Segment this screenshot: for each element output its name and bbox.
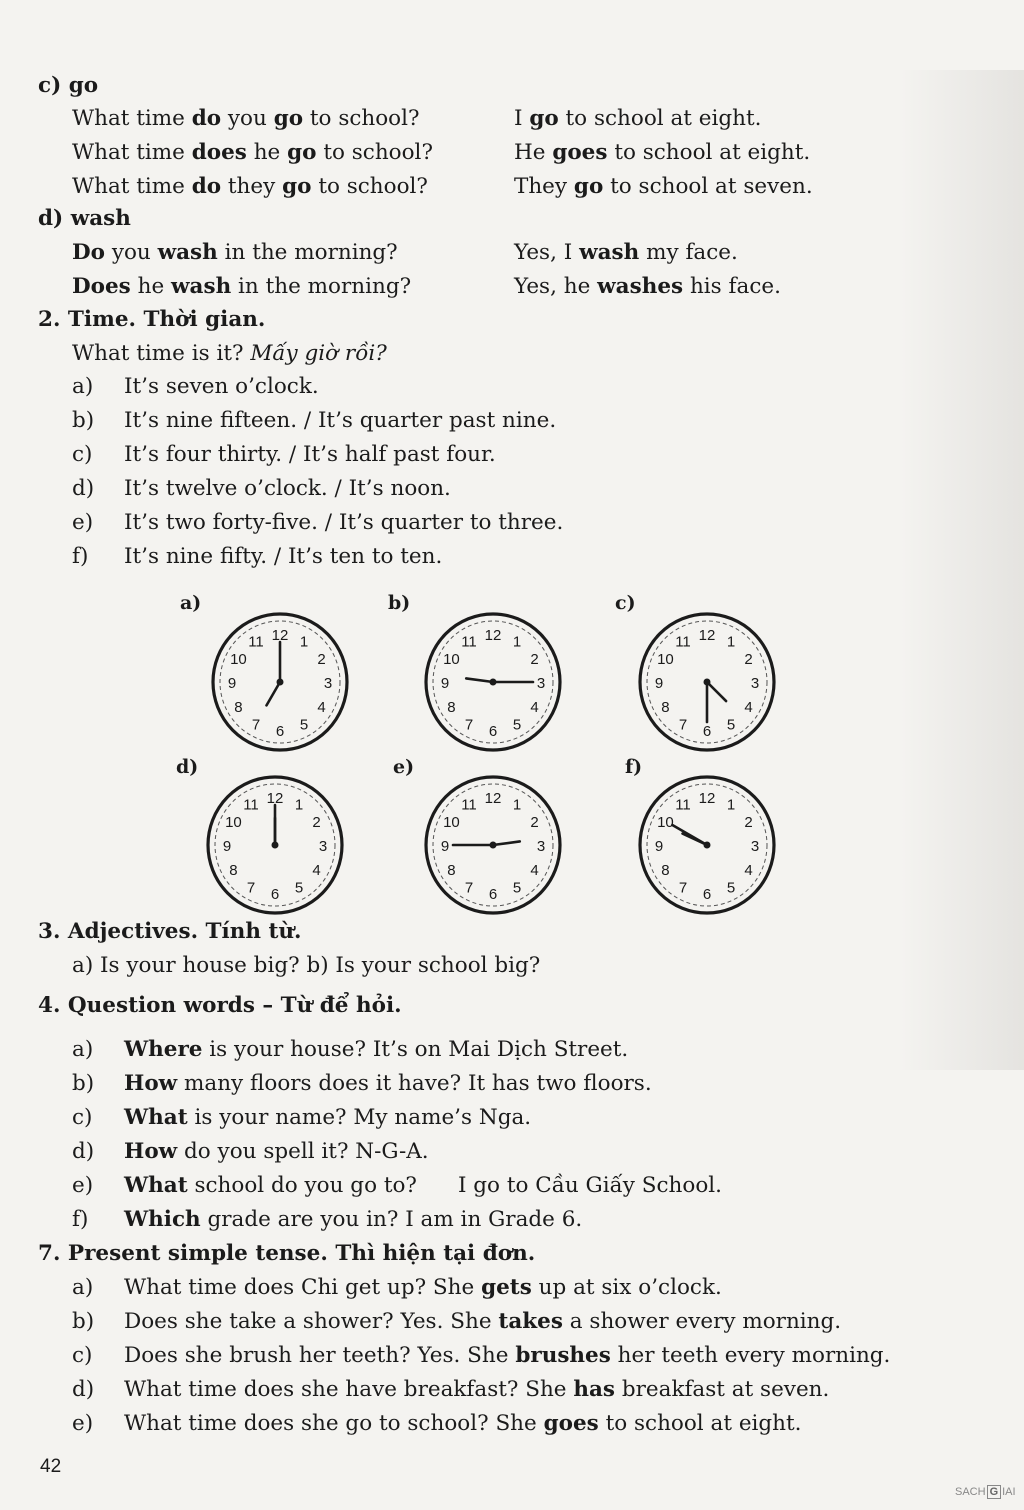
section-2-heading: 2. Time. Thời gian. <box>38 307 266 332</box>
question-rest: grade are you in? I am in Grade 6. <box>200 1207 583 1232</box>
clock-numeral: 8 <box>661 699 670 716</box>
time-question <box>72 340 387 368</box>
text-segment: He <box>514 140 553 165</box>
clock-numeral: 5 <box>512 716 522 734</box>
clock-center <box>490 679 497 686</box>
text-segment: to school at eight. <box>558 106 762 131</box>
text-segment: What time <box>72 106 192 131</box>
clock-numeral: 1 <box>512 796 522 814</box>
question-rest: school do you go to? I go to Cầu Giấy School. <box>187 1173 722 1198</box>
clock-numeral: 6 <box>270 886 280 903</box>
text-segment: he <box>130 274 172 299</box>
clock-numeral: 1 <box>726 633 736 651</box>
clock-numeral: 3 <box>536 675 546 692</box>
text-segment: go <box>282 174 312 199</box>
clock-numeral: 1 <box>512 633 522 651</box>
clock-numeral: 2 <box>530 814 539 831</box>
question-rest: do you spell it? N-G-A. <box>177 1139 429 1164</box>
go-answer <box>514 139 810 167</box>
clock-numeral: 11 <box>675 633 691 651</box>
clock-numeral: 5 <box>512 879 522 897</box>
text-segment: you <box>221 106 274 131</box>
hour-hand <box>707 682 726 701</box>
text-segment: go <box>273 106 304 131</box>
section-3-heading: 3. Adjectives. Tính từ. <box>38 919 302 944</box>
clock-numeral: 8 <box>447 862 456 879</box>
text-segment: Do <box>72 240 105 265</box>
text-segment: does <box>191 140 247 165</box>
clock-label: c) <box>615 592 636 614</box>
clock-numeral: 9 <box>654 675 664 692</box>
clock-numeral: 6 <box>488 723 498 740</box>
clock-numeral: 7 <box>678 879 688 897</box>
clock-numeral: 9 <box>227 675 237 692</box>
clock-label: d) <box>176 756 199 778</box>
clock-center <box>272 842 279 849</box>
question-word: Where <box>124 1037 203 1062</box>
time-answer-label: f) <box>72 544 89 569</box>
clock-numeral: 7 <box>678 716 688 734</box>
wash-question <box>72 239 398 267</box>
clock-numeral: 10 <box>443 814 460 831</box>
text-segment: has <box>573 1377 616 1402</box>
clock-numeral: 11 <box>675 796 691 814</box>
clock-center <box>277 679 284 686</box>
clock-numeral: 2 <box>744 814 753 831</box>
bleed-through-shadow <box>900 70 1024 1070</box>
text-segment: What time does she go to school? She <box>124 1411 544 1436</box>
text-segment: What time does she have breakfast? She <box>124 1377 574 1402</box>
hour-hand <box>267 682 281 705</box>
text-segment: They <box>514 174 574 199</box>
text-segment: I <box>514 106 530 131</box>
clock-numeral: 6 <box>488 886 498 903</box>
text-segment: washes <box>597 274 684 299</box>
clock-numeral: 12 <box>698 627 716 644</box>
clock-label: a) <box>180 592 202 614</box>
tense-text <box>124 1342 890 1370</box>
time-answer-text: It’s two forty-five. / It’s quarter to three. <box>124 510 564 535</box>
clock-numeral: 5 <box>726 879 736 897</box>
wash-answer <box>514 239 738 267</box>
text-segment: What time does Chi get up? She <box>124 1275 482 1300</box>
clock-numeral: 8 <box>661 862 670 879</box>
text-segment: go <box>573 174 604 199</box>
text-segment: to school at eight. <box>598 1411 802 1436</box>
clock-numeral: 12 <box>698 790 716 807</box>
clock-numeral: 3 <box>750 838 760 855</box>
clock-numeral: 12 <box>484 790 502 807</box>
analog-clock <box>418 768 568 918</box>
text-segment: What time <box>72 174 192 199</box>
text-segment: wash <box>171 274 232 299</box>
text-segment: What time <box>72 140 192 165</box>
text-segment: do <box>191 106 222 131</box>
text-segment: in the morning? <box>231 274 412 299</box>
clock-numeral: 5 <box>726 716 736 734</box>
question-word: How <box>124 1071 178 1096</box>
text-segment: Does she brush her teeth? Yes. She <box>124 1343 516 1368</box>
text-segment: wash <box>157 240 218 265</box>
clock-numeral: 2 <box>317 651 326 668</box>
text-segment: goes <box>543 1411 599 1436</box>
question-label: f) <box>72 1207 89 1232</box>
question-rest: is your name? My name’s Nga. <box>187 1105 532 1130</box>
clock-numeral: 4 <box>744 699 753 716</box>
clock-center <box>490 842 497 849</box>
clock-label: b) <box>388 592 411 614</box>
clock-numeral: 8 <box>447 699 456 716</box>
question-label: c) <box>72 1105 93 1130</box>
page-number: 42 <box>40 1456 62 1477</box>
analog-clock <box>632 768 782 918</box>
question-word: How <box>124 1139 178 1164</box>
clock-numeral: 9 <box>654 838 664 855</box>
tense-label: d) <box>72 1377 95 1402</box>
tense-text <box>124 1410 802 1438</box>
time-answer-label: c) <box>72 442 93 467</box>
go-answer <box>514 105 761 133</box>
clock-numeral: 1 <box>299 633 309 651</box>
clock-numeral: 12 <box>271 627 289 644</box>
section-c-heading: c) go <box>38 73 99 98</box>
go-question <box>72 173 428 201</box>
clock-numeral: 7 <box>464 716 474 734</box>
clock-numeral: 4 <box>530 699 539 716</box>
clock-numeral: 4 <box>317 699 326 716</box>
clock-center <box>704 842 711 849</box>
text-segment: takes <box>498 1309 563 1334</box>
tense-label: c) <box>72 1343 93 1368</box>
question-label: b) <box>72 1071 95 1096</box>
clock-numeral: 6 <box>702 723 712 740</box>
section-d-heading: d) wash <box>38 206 131 231</box>
tense-text <box>124 1376 829 1404</box>
text-segment: they <box>221 174 283 199</box>
clock-label: f) <box>625 756 643 778</box>
analog-clock <box>418 605 568 755</box>
clock-numeral: 9 <box>440 675 450 692</box>
text-segment: wash <box>579 240 640 265</box>
go-answer <box>514 173 813 201</box>
text-segment: go <box>287 140 317 165</box>
clock-label: e) <box>393 756 415 778</box>
text-segment: Yes, he <box>514 274 598 299</box>
clock-numeral: 6 <box>702 886 712 903</box>
question-label: a) <box>72 1037 94 1062</box>
analog-clock <box>200 768 350 918</box>
analog-clock <box>632 605 782 755</box>
clock-numeral: 3 <box>318 838 328 855</box>
text-segment: brushes <box>515 1343 611 1368</box>
question-word: What <box>124 1105 188 1130</box>
clock-numeral: 2 <box>530 651 539 668</box>
clock-numeral: 1 <box>726 796 736 814</box>
clock-numeral: 7 <box>464 879 474 897</box>
text-segment: gets <box>481 1275 532 1300</box>
clock-numeral: 4 <box>312 862 321 879</box>
text-segment: to school at seven. <box>603 174 813 199</box>
time-answer-text: It’s nine fifty. / It’s ten to ten. <box>124 544 443 569</box>
wash-answer <box>514 273 781 301</box>
text-segment: my face. <box>639 240 738 265</box>
time-answer-text: It’s twelve o’clock. / It’s noon. <box>124 476 451 501</box>
clock-numeral: 10 <box>657 814 674 831</box>
text-segment: Yes, I <box>514 240 580 265</box>
clock-numeral: 10 <box>443 651 460 668</box>
clock-numeral: 11 <box>248 633 264 651</box>
section-7-heading: 7. Present simple tense. Thì hiện tại đơn. <box>38 1241 536 1266</box>
clock-numeral: 10 <box>230 651 247 668</box>
time-answer-text: It’s seven o’clock. <box>124 374 319 399</box>
clock-numeral: 10 <box>225 814 242 831</box>
analog-clock <box>205 605 355 755</box>
go-question <box>72 105 420 133</box>
clock-numeral: 3 <box>536 838 546 855</box>
question-rest: is your house? It’s on Mai Dịch Street. <box>202 1037 629 1062</box>
clock-numeral: 8 <box>229 862 238 879</box>
time-answer-label: e) <box>72 510 94 535</box>
question-word: What <box>124 1173 188 1198</box>
time-answer-label: a) <box>72 374 94 399</box>
tense-text <box>124 1274 722 1302</box>
question-text <box>124 1172 722 1200</box>
text-segment: her teeth every morning. <box>610 1343 891 1368</box>
clock-numeral: 10 <box>657 651 674 668</box>
text-segment: goes <box>552 140 608 165</box>
text-segment: to school? <box>303 106 420 131</box>
clock-numeral: 2 <box>744 651 753 668</box>
hour-hand <box>683 834 707 845</box>
time-answer-text: It’s nine fifteen. / It’s quarter past nine. <box>124 408 557 433</box>
clock-numeral: 11 <box>461 796 477 814</box>
text-segment: up at six o’clock. <box>531 1275 722 1300</box>
time-answer-label: b) <box>72 408 95 433</box>
question-word: Which <box>124 1207 201 1232</box>
tense-text <box>124 1308 841 1336</box>
clock-numeral: 11 <box>243 796 259 814</box>
text-segment: go <box>529 106 559 131</box>
text-segment: you <box>105 240 158 265</box>
time-answer-text: It’s four thirty. / It’s half past four. <box>124 442 496 467</box>
clock-numeral: 4 <box>744 862 753 879</box>
text-segment: he <box>246 140 288 165</box>
clock-numeral: 11 <box>461 633 477 651</box>
clock-numeral: 9 <box>222 838 232 855</box>
wash-question <box>72 273 411 301</box>
text-segment: to school? <box>311 174 428 199</box>
clock-numeral: 1 <box>294 796 304 814</box>
clock-center <box>704 679 711 686</box>
clock-numeral: 7 <box>251 716 261 734</box>
clock-numeral: 3 <box>323 675 333 692</box>
question-text <box>124 1036 628 1064</box>
clock-numeral: 12 <box>266 790 284 807</box>
clock-numeral: 5 <box>299 716 309 734</box>
question-rest: many floors does it have? It has two floors. <box>177 1071 652 1096</box>
clock-numeral: 12 <box>484 627 502 644</box>
clock-numeral: 3 <box>750 675 760 692</box>
question-text <box>124 1138 429 1166</box>
clock-numeral: 7 <box>246 879 256 897</box>
hour-hand <box>466 678 493 682</box>
text-segment: Does <box>72 274 131 299</box>
text-segment: Does she take a shower? Yes. She <box>124 1309 499 1334</box>
hour-hand <box>493 841 520 845</box>
text-segment: his face. <box>683 274 781 299</box>
section-4-heading: 4. Question words – Từ để hỏi. <box>38 993 402 1018</box>
time-question-en: What time is it? <box>72 341 251 366</box>
text-segment: a shower every morning. <box>562 1309 842 1334</box>
text-segment: in the morning? <box>217 240 398 265</box>
question-text <box>124 1104 531 1132</box>
tense-label: a) <box>72 1275 94 1300</box>
text-segment: breakfast at seven. <box>615 1377 830 1402</box>
adjectives-line: a) Is your house big? b) Is your school big? <box>72 953 541 978</box>
clock-numeral: 9 <box>440 838 450 855</box>
tense-label: b) <box>72 1309 95 1334</box>
watermark-logo: SACH G IAI <box>955 1486 1016 1498</box>
clock-numeral: 5 <box>294 879 304 897</box>
go-question <box>72 139 433 167</box>
question-label: e) <box>72 1173 94 1198</box>
clock-numeral: 8 <box>234 699 243 716</box>
question-label: d) <box>72 1139 95 1164</box>
text-segment: do <box>191 174 222 199</box>
text-segment: to school at eight. <box>607 140 811 165</box>
clock-numeral: 2 <box>312 814 321 831</box>
question-text <box>124 1206 582 1234</box>
clock-numeral: 4 <box>530 862 539 879</box>
question-text <box>124 1070 652 1098</box>
clock-numeral: 6 <box>275 723 285 740</box>
text-segment: to school? <box>316 140 433 165</box>
time-answer-label: d) <box>72 476 95 501</box>
time-question-vi: Mấy giờ rồi? <box>250 341 387 366</box>
tense-label: e) <box>72 1411 94 1436</box>
